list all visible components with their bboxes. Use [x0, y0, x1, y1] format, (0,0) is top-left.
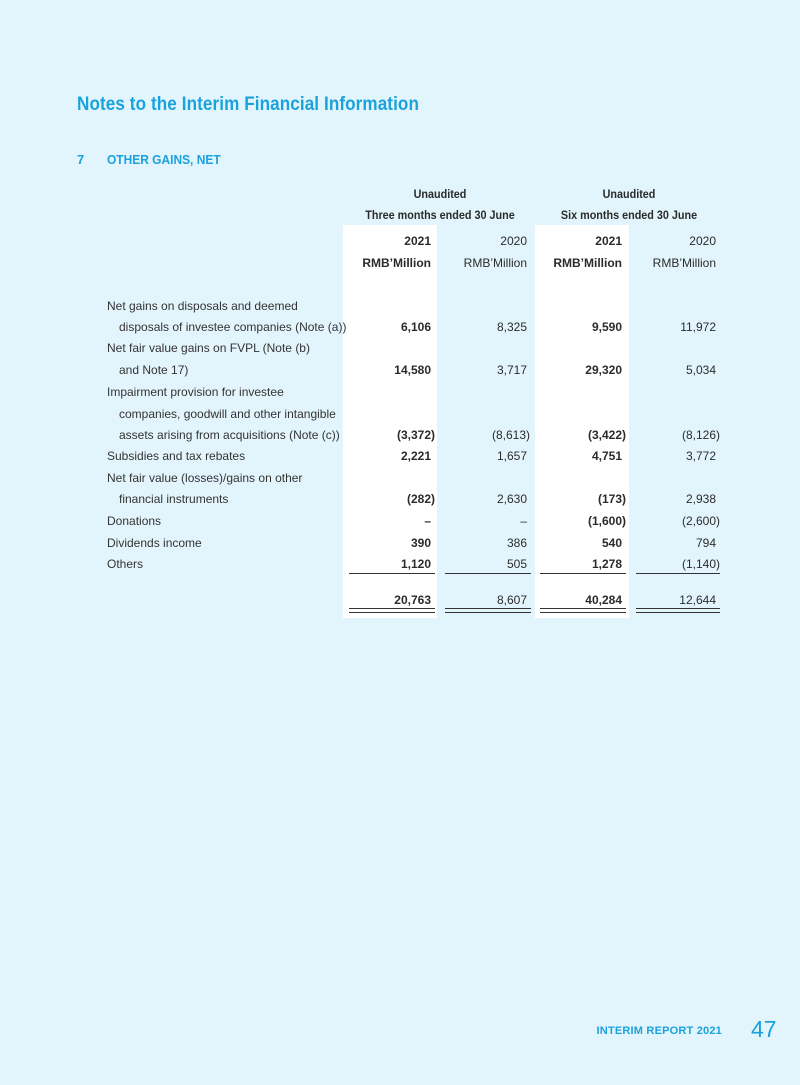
subtotal-rule — [636, 573, 720, 574]
row-label: Net fair value (losses)/gains on other — [107, 471, 303, 485]
year-header: 2021 — [404, 234, 431, 248]
table-cell: (3,372) — [396, 428, 435, 442]
table-cell: 2,221 — [400, 449, 431, 463]
group1-period: Three months ended 30 June — [365, 208, 515, 222]
row-label: and Note 17) — [119, 363, 189, 377]
row-label: disposals of investee companies (Note (a)) — [119, 320, 347, 334]
page-title: Notes to the Interim Financial Information — [77, 94, 420, 115]
table-cell: 8,325 — [496, 320, 527, 334]
table-cell: 3,717 — [496, 363, 527, 377]
table-cell: 390 — [410, 536, 431, 550]
total-double-rule — [636, 608, 720, 613]
total-double-rule — [445, 608, 531, 613]
table-cell: 9,590 — [591, 320, 622, 334]
total-double-rule — [540, 608, 626, 613]
table-cell: 1,278 — [591, 557, 622, 571]
row-label: Others — [107, 557, 144, 571]
table-cell: 4,751 — [591, 449, 622, 463]
table-cell: 29,320 — [585, 363, 622, 377]
table-cell: (8,613) — [491, 428, 530, 442]
subtotal-rule — [445, 573, 531, 574]
unit-header: RMB’Million — [463, 256, 527, 270]
total-cell: 40,284 — [585, 593, 622, 607]
row-label: Dividends income — [107, 536, 202, 550]
total-cell: 8,607 — [496, 593, 527, 607]
table-cell: 386 — [506, 536, 527, 550]
row-label: Impairment provision for investee — [107, 385, 284, 399]
table-cell: 1,120 — [400, 557, 431, 571]
table-cell: 11,972 — [680, 320, 716, 334]
row-label: Subsidies and tax rebates — [107, 449, 246, 463]
row-label: Net gains on disposals and deemed — [107, 299, 298, 313]
row-label: companies, goodwill and other intangible — [119, 407, 336, 421]
table-cell: (282) — [406, 492, 435, 506]
group2-period: Six months ended 30 June — [560, 208, 698, 222]
table-cell: – — [520, 514, 527, 528]
table-cell: (173) — [597, 492, 626, 506]
total-cell: 20,763 — [394, 593, 431, 607]
row-label: financial instruments — [119, 492, 229, 506]
row-label: assets arising from acquisitions (Note (c)) — [119, 428, 340, 442]
table-cell: 2,938 — [685, 492, 716, 506]
table-cell: 5,034 — [685, 363, 716, 377]
table-cell: – — [424, 514, 431, 528]
subtotal-rule — [349, 573, 435, 574]
total-double-rule — [349, 608, 435, 613]
unit-header: RMB’Million — [652, 256, 716, 270]
table-cell: (2,600) — [681, 514, 720, 528]
year-header: 2020 — [689, 234, 716, 248]
subtotal-rule — [540, 573, 626, 574]
year-header: 2020 — [500, 234, 527, 248]
table-cell: (3,422) — [587, 428, 626, 442]
row-label: Net fair value gains on FVPL (Note (b) — [107, 341, 310, 355]
page-number: 47 — [751, 1016, 777, 1042]
table-cell: 6,106 — [400, 320, 431, 334]
table-cell: (1,600) — [587, 514, 626, 528]
unit-header: RMB’Million — [362, 256, 431, 270]
table-cell: (1,140) — [681, 557, 720, 571]
table-cell: 2,630 — [496, 492, 527, 506]
table-cell: 794 — [695, 536, 716, 550]
table-cell: 14,580 — [394, 363, 431, 377]
total-cell: 12,644 — [679, 593, 716, 607]
section-title: OTHER GAINS, NET — [107, 152, 221, 167]
table-cell: 505 — [506, 557, 527, 571]
section-number: 7 — [77, 152, 85, 167]
unit-header: RMB’Million — [553, 256, 622, 270]
table-cell: (8,126) — [681, 428, 720, 442]
row-label: Donations — [107, 514, 162, 528]
table-cell: 1,657 — [496, 449, 527, 463]
year-header: 2021 — [595, 234, 622, 248]
table-cell: 540 — [601, 536, 622, 550]
footer-report-name: INTERIM REPORT 2021 — [596, 1025, 722, 1037]
group1-status: Unaudited — [413, 187, 467, 201]
group2-status: Unaudited — [602, 187, 656, 201]
table-cell: 3,772 — [685, 449, 716, 463]
